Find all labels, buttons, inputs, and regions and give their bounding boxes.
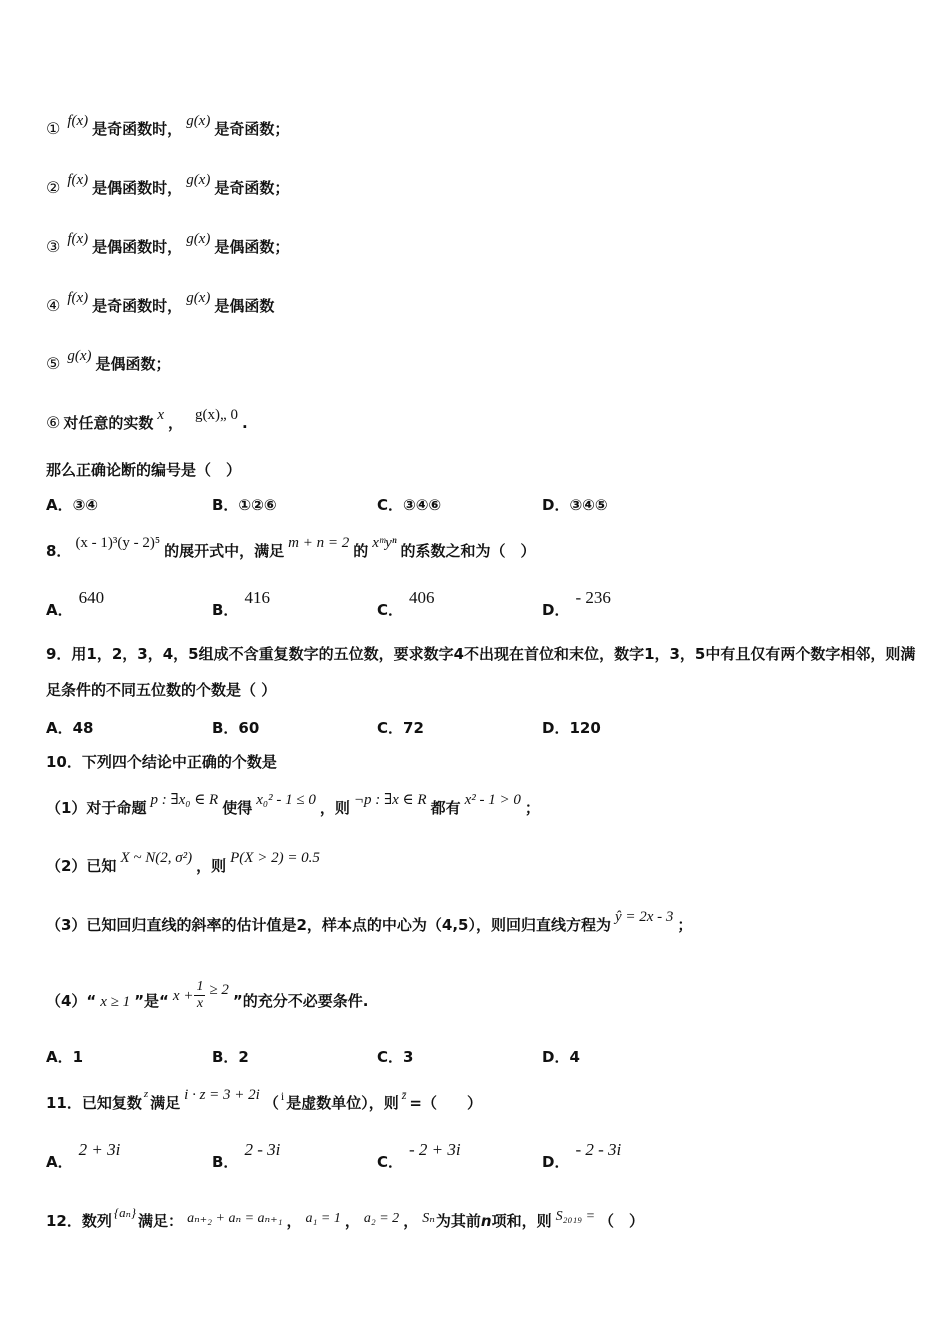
statement-number: ②	[46, 178, 61, 197]
statement-number: ⑤	[46, 354, 61, 373]
statement-text: 是奇函数；	[214, 120, 290, 138]
statement-text: 是奇函数；	[214, 179, 290, 197]
math-s2019: S₂₀₁₉ =	[555, 1209, 596, 1224]
math-regression-equation: ŷ = 2x - 3	[614, 909, 674, 925]
statement-text: （2）已知	[46, 857, 117, 875]
math-equation: i · z = 3 + 2i	[184, 1087, 260, 1103]
math-g: g(x)	[186, 113, 211, 129]
option-b[interactable]	[212, 588, 270, 620]
option-c[interactable]: C．72	[377, 719, 424, 737]
question-text: 12．数列	[46, 1212, 112, 1230]
statement-text: 是偶函数时，	[92, 179, 183, 197]
math-i: i	[280, 1089, 285, 1103]
option-label: B．	[212, 1153, 239, 1171]
option-d[interactable]	[542, 588, 611, 620]
math-term: xᵐyⁿ	[372, 535, 397, 551]
option-value: - 2 + 3i	[409, 1140, 461, 1159]
option-value: 416	[244, 588, 270, 607]
question-text: 的	[353, 542, 369, 560]
question-text: ，	[286, 1212, 302, 1230]
statement-text: ”的充分不必要条件.	[232, 992, 369, 1010]
option-a[interactable]: A．48	[46, 719, 94, 737]
statement-text: 是偶函数	[214, 297, 275, 315]
statement-text: 是奇函数时，	[92, 120, 183, 138]
math-negation: ¬p : ∃x ∈ R	[353, 792, 427, 808]
question-text: 满足：	[138, 1212, 184, 1230]
statement-text: ”是“	[134, 992, 169, 1010]
statement-number: ①	[46, 119, 61, 138]
math-z: z	[143, 1088, 149, 1100]
fraction-numerator: 1	[196, 979, 204, 994]
q11-question	[46, 1087, 482, 1113]
option-value: 406	[409, 588, 435, 607]
statement-text: 是偶函数；	[214, 238, 290, 256]
q8-question	[46, 535, 536, 561]
q10-title: 10．下列四个结论中正确的个数是	[46, 753, 277, 771]
question-number: 8．	[46, 542, 72, 560]
option-a[interactable]	[46, 588, 105, 620]
option-d[interactable]: D．③④⑤	[542, 496, 608, 514]
option-c[interactable]: C．3	[377, 1048, 414, 1066]
math-expr-suffix: ≥ 2	[209, 982, 229, 998]
math-inequality: x₀² - 1 ≤ 0	[256, 792, 316, 808]
question-text: =（ ）	[409, 1094, 482, 1112]
statement-number: ④	[46, 296, 61, 315]
statement-3	[46, 231, 290, 257]
statement-text: （4）“	[46, 992, 97, 1010]
math-condition: m + n = 2	[288, 535, 350, 551]
separator: ，	[168, 414, 184, 432]
question-text: 项和，则	[491, 1212, 552, 1230]
question-text: ，	[344, 1212, 360, 1230]
question-text: 满足	[150, 1094, 181, 1112]
question-text: （ ）	[599, 1212, 645, 1230]
option-b[interactable]: B．2	[212, 1048, 249, 1066]
math-sequence: {aₙ}	[113, 1205, 137, 1220]
statement-text: 都有	[430, 799, 461, 817]
statement-number: ③	[46, 237, 61, 256]
q10-statement-1	[46, 792, 540, 818]
option-c[interactable]	[377, 588, 435, 620]
math-expression: (x - 1)³(y - 2)⁵	[75, 535, 161, 551]
option-d[interactable]: D．120	[542, 719, 601, 737]
option-label: C．	[377, 601, 404, 619]
statement-text: ；	[677, 916, 693, 934]
q12-question	[46, 1205, 645, 1231]
option-d[interactable]: D．4	[542, 1048, 580, 1066]
math-f: f(x)	[67, 231, 89, 247]
q9-question: 9．用1，2，3，4，5组成不含重复数字的五位数，要求数字4不出现在首位和末位，数字1，3，5中有且仅有两个数字相邻，则满足条件的不同五位数的个数是（ ）	[46, 645, 916, 699]
question-text: 的系数之和为（ ）	[400, 542, 536, 560]
statement-6	[46, 407, 248, 433]
statement-text: （3）已知回归直线的斜率的估计值是2，样本点的中心为（4,5），则回归直线方程为	[46, 916, 611, 934]
math-a1: a₁ = 1	[305, 1211, 341, 1226]
fraction-denominator: x	[196, 996, 204, 1011]
option-b[interactable]: B．①②⑥	[212, 496, 277, 514]
math-recurrence: aₙ₊₂ + aₙ = aₙ₊₁	[187, 1211, 283, 1226]
math-g: g(x)	[186, 290, 211, 306]
option-label: B．	[212, 601, 239, 619]
math-g: g(x)	[186, 231, 211, 247]
math-fraction	[194, 979, 205, 1012]
statement-text: 使得	[222, 799, 253, 817]
option-c[interactable]: C．③④⑥	[377, 496, 442, 514]
math-a2: a₂ = 2	[363, 1211, 400, 1226]
math-f: f(x)	[67, 113, 89, 129]
statement-text: ；	[524, 799, 540, 817]
option-a[interactable]	[46, 1140, 121, 1172]
math-f: f(x)	[67, 172, 89, 188]
option-value: 2 + 3i	[78, 1140, 121, 1159]
option-b[interactable]: B．60	[212, 719, 260, 737]
option-value: 2 - 3i	[244, 1140, 281, 1159]
math-sn: Sₙ	[422, 1211, 435, 1226]
statement-text: ，则	[319, 799, 350, 817]
option-label: D．	[542, 601, 570, 619]
math-g: g(x)	[67, 348, 92, 364]
math-expr-prefix: x +	[172, 988, 194, 1004]
q10-statement-2	[46, 850, 324, 876]
math-condition: x ≥ 1	[100, 994, 131, 1010]
math-g: g(x)	[186, 172, 211, 188]
question-text: 是虚数单位），则	[286, 1094, 399, 1112]
option-b[interactable]	[212, 1140, 281, 1172]
math-distribution: X ~ N(2, σ²)	[120, 850, 193, 866]
question-text: 为其前	[435, 1212, 481, 1230]
statement-5	[46, 348, 171, 374]
option-a[interactable]: A．1	[46, 1048, 84, 1066]
option-value: - 236	[575, 588, 611, 607]
q10-statement-3	[46, 909, 693, 935]
statement-text: 是偶函数时，	[92, 238, 183, 256]
statement-1	[46, 113, 290, 139]
question-text: （	[263, 1094, 279, 1112]
math-expr: g(x)„ 0	[195, 407, 238, 423]
statement-text: 是偶函数；	[95, 355, 171, 373]
statement-text: 是奇函数时，	[92, 297, 183, 315]
option-c[interactable]	[377, 1140, 461, 1172]
question-text: 的展开式中，满足	[164, 542, 285, 560]
option-label: A．	[46, 601, 73, 619]
option-value: 640	[78, 588, 105, 607]
option-a[interactable]: A．③④	[46, 496, 99, 514]
math-z-conjugate: z̄	[401, 1088, 407, 1102]
math-n: n	[480, 1212, 492, 1230]
statement-text: ，则	[196, 857, 227, 875]
q10-statement-4	[46, 979, 369, 1018]
statement-2	[46, 172, 290, 198]
option-value: - 2 - 3i	[575, 1140, 622, 1159]
option-label: A．	[46, 1153, 73, 1171]
option-label: C．	[377, 1153, 404, 1171]
statement-4	[46, 290, 275, 316]
math-probability: P(X > 2) = 0.5	[230, 850, 320, 866]
statement-text: （1）对于命题	[46, 799, 147, 817]
question-text: 11．已知复数	[46, 1094, 142, 1112]
option-label: D．	[542, 1153, 570, 1171]
statement-text: 对任意的实数	[63, 414, 154, 432]
option-d[interactable]	[542, 1140, 622, 1172]
question-text: ，	[403, 1212, 419, 1230]
q7-prompt: 那么正确论断的编号是（ ）	[46, 461, 242, 479]
math-proposition: p : ∃x₀ ∈ R	[150, 792, 219, 808]
statement-number: ⑥	[46, 413, 61, 432]
math-inequality: x² - 1 > 0	[464, 792, 521, 808]
math-f: f(x)	[67, 290, 89, 306]
math-x: x	[157, 407, 165, 423]
period: .	[241, 414, 248, 432]
